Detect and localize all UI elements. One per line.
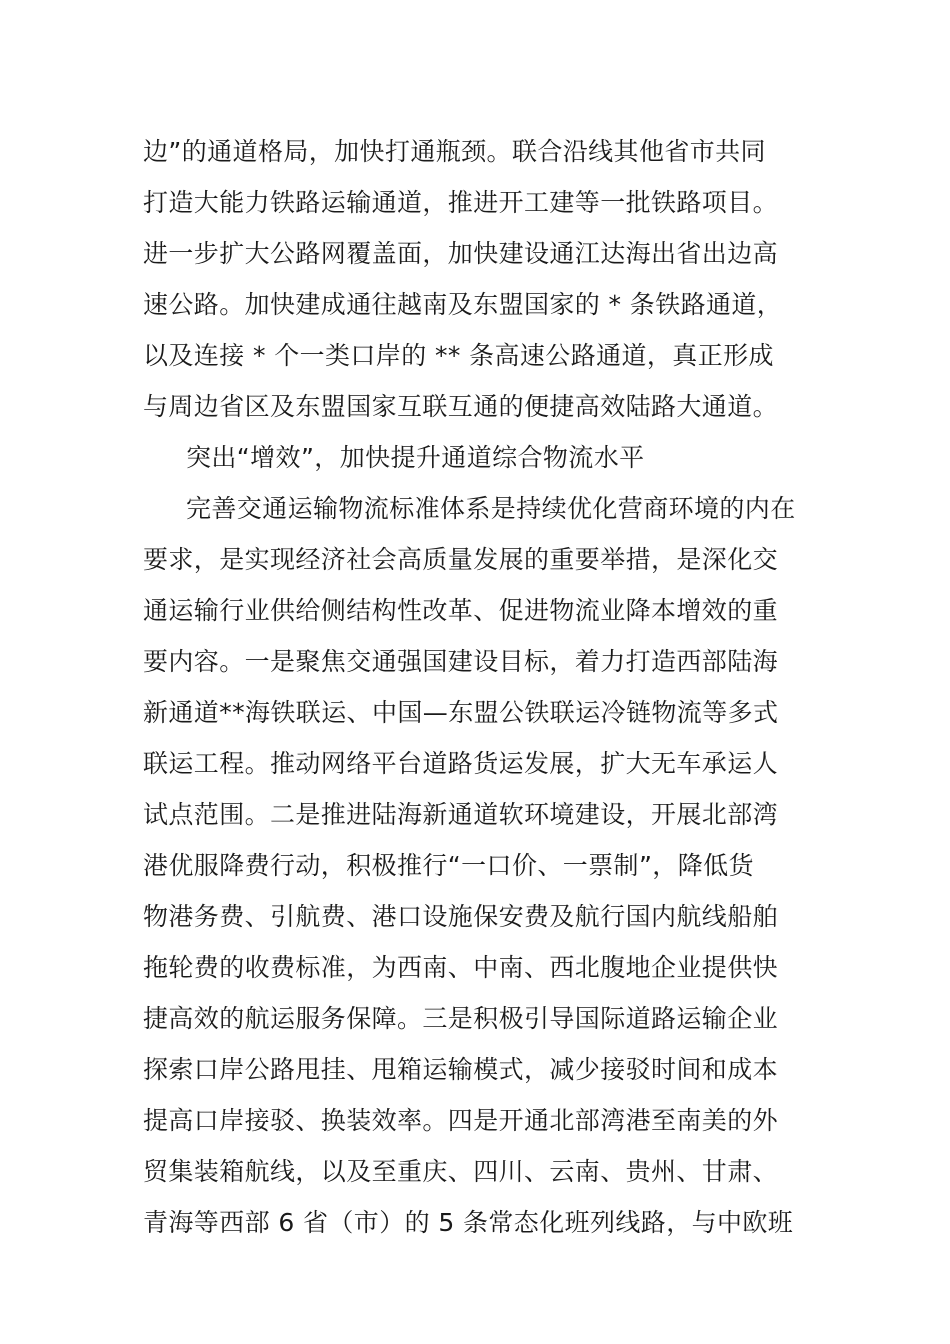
paragraph-line: 试点范围。二是推进陆海新通道软环境建设，开展北部湾 [143, 800, 779, 829]
paragraph-line: 提高口岸接驳、换装效率。四是开通北部湾港至南美的外 [143, 1106, 779, 1135]
paragraph-line: 边”的通道格局，加快打通瓶颈。联合沿线其他省市共同 [143, 137, 766, 166]
paragraph-line: 港优服降费行动，积极推行“一口价、一票制”，降低货 [143, 851, 754, 880]
paragraph-line: 完善交通运输物流标准体系是持续优化营商环境的内在 [186, 494, 796, 523]
paragraph-line: 青海等西部 6 省（市）的 5 条常态化班列线路，与中欧班 [143, 1208, 794, 1237]
paragraph-line: 以及连接 * 个一类口岸的 ** 条高速公路通道，真正形成 [143, 341, 774, 370]
paragraph-line: 通运输行业供给侧结构性改革、促进物流业降本增效的重 [143, 596, 779, 625]
paragraph-line: 打造大能力铁路运输通道，推进开工建等一批铁路项目。 [143, 188, 779, 217]
paragraph-line: 捷高效的航运服务保障。三是积极引导国际道路运输企业 [143, 1004, 779, 1033]
paragraph-line: 贸集装箱航线，以及至重庆、四川、云南、贵州、甘肃、 [143, 1157, 779, 1186]
paragraph-line: 要求，是实现经济社会高质量发展的重要举措，是深化交 [143, 545, 779, 574]
paragraph-line: 联运工程。推动网络平台道路货运发展，扩大无车承运人 [143, 749, 779, 778]
paragraph-line: 要内容。一是聚焦交通强国建设目标，着力打造西部陆海 [143, 647, 779, 676]
paragraph-line: 物港务费、引航费、港口设施保安费及航行国内航线船舶 [143, 902, 779, 931]
paragraph-line: 探索口岸公路甩挂、甩箱运输模式，减少接驳时间和成本 [143, 1055, 779, 1084]
paragraph-line: 新通道**海铁联运、中国—东盟公铁联运冷链物流等多式 [143, 698, 779, 727]
paragraph-line: 速公路。加快建成通往越南及东盟国家的 * 条铁路通道， [143, 290, 783, 319]
paragraph-line: 与周边省区及东盟国家互联互通的便捷高效陆路大通道。 [143, 392, 779, 421]
paragraph-line: 拖轮费的收费标准，为西南、中南、西北腹地企业提供快 [143, 953, 779, 982]
section-heading: 突出“增效”，加快提升通道综合物流水平 [186, 443, 645, 472]
paragraph-line: 进一步扩大公路网覆盖面，加快建设通江达海出省出边高 [143, 239, 779, 268]
